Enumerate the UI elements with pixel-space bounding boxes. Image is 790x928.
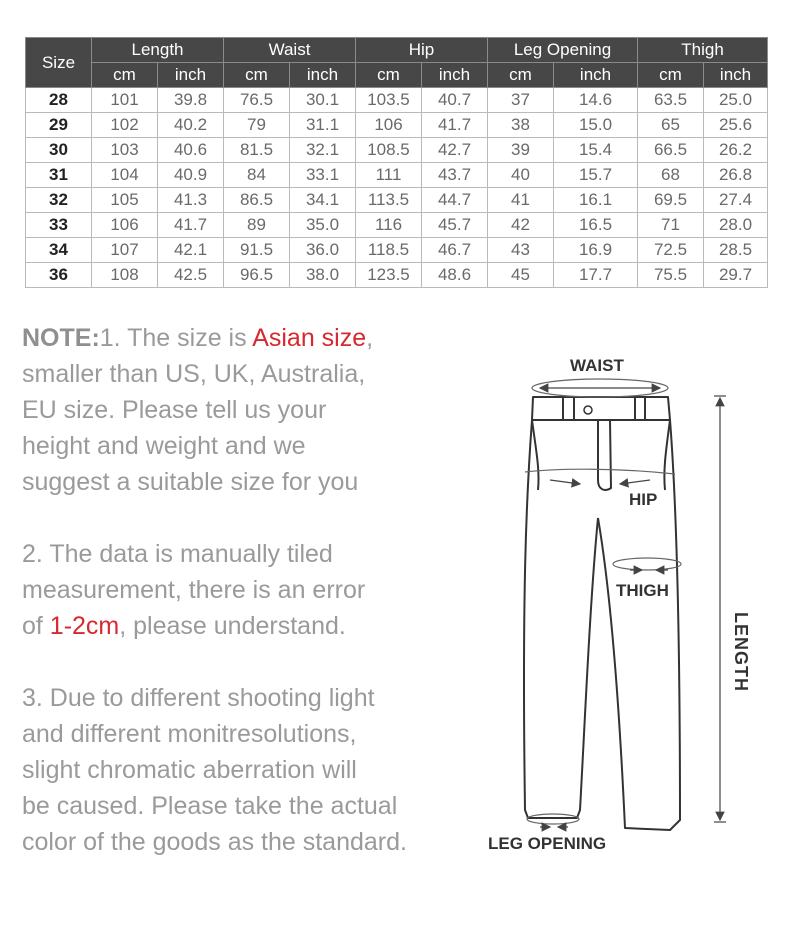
table-row [26, 88, 768, 113]
note-1-text-a: 1. The size is [99, 324, 253, 352]
note-2-line: 2. The data is manually tiled [22, 540, 333, 568]
measurement-cell: 37 [488, 88, 554, 113]
measurement-cell: 26.8 [704, 163, 768, 188]
note-1-line: height and weight and we [22, 432, 306, 460]
length-label: LENGTH [731, 612, 751, 692]
waist-group-header: Waist [224, 38, 356, 63]
measurement-cell: 46.7 [422, 238, 488, 263]
note-2-line: measurement, there is an error [22, 576, 366, 604]
note-3-line: 3. Due to different shooting light [22, 684, 375, 712]
length-group-header: Length [92, 38, 224, 63]
measurement-cell: 33.1 [290, 163, 356, 188]
measurement-cell: 38.0 [290, 263, 356, 288]
measurement-cell: 116 [356, 213, 422, 238]
unit-header: inch [290, 63, 356, 88]
measurement-cell: 15.0 [554, 113, 638, 138]
measurement-cell: 44.7 [422, 188, 488, 213]
measurement-cell: 31.1 [290, 113, 356, 138]
measurement-cell: 63.5 [638, 88, 704, 113]
measurement-cell: 111 [356, 163, 422, 188]
measurement-cell: 29.7 [704, 263, 768, 288]
table-row [26, 163, 768, 188]
measurement-cell: 45.7 [422, 213, 488, 238]
measurement-cell: 42.7 [422, 138, 488, 163]
measurement-cell: 25.6 [704, 113, 768, 138]
measurement-cell: 32.1 [290, 138, 356, 163]
measurement-cell: 45 [488, 263, 554, 288]
note-2 [22, 536, 462, 644]
hip-label: HIP [629, 490, 658, 509]
measurement-cell: 40.2 [158, 113, 224, 138]
measurement-cell: 113.5 [356, 188, 422, 213]
note-3-line: slight chromatic aberration will [22, 756, 357, 784]
measurement-cell: 26.2 [704, 138, 768, 163]
measurement-cell: 14.6 [554, 88, 638, 113]
note-1-text-b: , [366, 324, 374, 352]
measurement-cell: 41.3 [158, 188, 224, 213]
measurement-cell: 25.0 [704, 88, 768, 113]
measurement-cell: 76.5 [224, 88, 290, 113]
measurement-cell: 86.5 [224, 188, 290, 213]
size-column-header: Size [26, 38, 92, 88]
measurement-cell: 28.0 [704, 213, 768, 238]
measurement-cell: 108.5 [356, 138, 422, 163]
measurement-cell: 40.7 [422, 88, 488, 113]
note-3-line: color of the goods as the standard. [22, 828, 407, 856]
size-cell: 30 [26, 138, 92, 163]
measurement-cell: 40.9 [158, 163, 224, 188]
measurement-cell: 96.5 [224, 263, 290, 288]
measurement-cell: 35.0 [290, 213, 356, 238]
unit-header: inch [554, 63, 638, 88]
unit-header-row [26, 63, 768, 88]
measurement-cell: 41.7 [422, 113, 488, 138]
measurement-cell: 39 [488, 138, 554, 163]
measurement-cell: 28.5 [704, 238, 768, 263]
note-3-line: be caused. Please take the actual [22, 792, 398, 820]
measurement-cell: 41 [488, 188, 554, 213]
size-cell: 34 [26, 238, 92, 263]
measurement-cell: 39.8 [158, 88, 224, 113]
note-1-line: suggest a suitable size for you [22, 468, 359, 496]
size-chart-table [25, 37, 768, 288]
measurement-cell: 79 [224, 113, 290, 138]
note-3-line: and different monitresolutions, [22, 720, 357, 748]
measurement-cell: 27.4 [704, 188, 768, 213]
note-2-of: of [22, 612, 50, 640]
measurement-cell: 41.7 [158, 213, 224, 238]
unit-header: inch [158, 63, 224, 88]
measurement-cell: 16.5 [554, 213, 638, 238]
size-cell: 33 [26, 213, 92, 238]
note-1 [22, 320, 462, 500]
measurement-cell: 91.5 [224, 238, 290, 263]
notes-section [22, 320, 462, 896]
unit-header: cm [92, 63, 158, 88]
measurement-cell: 102 [92, 113, 158, 138]
measurement-cell: 40.6 [158, 138, 224, 163]
measurement-cell: 123.5 [356, 263, 422, 288]
measurement-cell: 106 [356, 113, 422, 138]
table-row [26, 238, 768, 263]
hip-group-header: Hip [356, 38, 488, 63]
measurement-cell: 118.5 [356, 238, 422, 263]
measurement-cell: 48.6 [422, 263, 488, 288]
note-3 [22, 680, 462, 860]
measurement-cell: 84 [224, 163, 290, 188]
measurement-cell: 106 [92, 213, 158, 238]
size-cell: 29 [26, 113, 92, 138]
unit-header: cm [356, 63, 422, 88]
measurement-cell: 40 [488, 163, 554, 188]
measurement-cell: 69.5 [638, 188, 704, 213]
measurement-cell: 43.7 [422, 163, 488, 188]
note-1-highlight: Asian size [252, 324, 367, 352]
table-row [26, 113, 768, 138]
measurement-cell: 66.5 [638, 138, 704, 163]
measurement-cell: 16.1 [554, 188, 638, 213]
thigh-label: THIGH [616, 581, 669, 600]
pants-measurement-diagram [470, 340, 770, 870]
measurement-cell: 89 [224, 213, 290, 238]
leg-opening-label: LEG OPENING [488, 834, 607, 853]
unit-header: cm [638, 63, 704, 88]
measurement-cell: 42 [488, 213, 554, 238]
size-cell: 36 [26, 263, 92, 288]
unit-header: cm [224, 63, 290, 88]
measurement-cell: 36.0 [290, 238, 356, 263]
unit-header: inch [422, 63, 488, 88]
measurement-cell: 15.4 [554, 138, 638, 163]
measurement-cell: 108 [92, 263, 158, 288]
measurement-cell: 34.1 [290, 188, 356, 213]
size-cell: 32 [26, 188, 92, 213]
size-cell: 31 [26, 163, 92, 188]
table-row [26, 188, 768, 213]
leg-opening-group-header: Leg Opening [488, 38, 638, 63]
measurement-cell: 75.5 [638, 263, 704, 288]
measurement-cell: 65 [638, 113, 704, 138]
note-1-line: smaller than US, UK, Australia, [22, 360, 366, 388]
measurement-cell: 72.5 [638, 238, 704, 263]
size-table-body [26, 88, 768, 288]
measurement-cell: 107 [92, 238, 158, 263]
measurement-cell: 30.1 [290, 88, 356, 113]
measurement-cell: 103 [92, 138, 158, 163]
table-row [26, 263, 768, 288]
measurement-cell: 42.1 [158, 238, 224, 263]
waist-label: WAIST [570, 356, 624, 375]
note-2-highlight: 1-2cm [49, 612, 120, 640]
measurement-cell: 103.5 [356, 88, 422, 113]
measurement-cell: 42.5 [158, 263, 224, 288]
note-1-line: EU size. Please tell us your [22, 396, 327, 424]
measurement-cell: 68 [638, 163, 704, 188]
measurement-cell: 71 [638, 213, 704, 238]
table-row [26, 213, 768, 238]
note-label: NOTE: [22, 324, 100, 352]
note-2-end: , please understand. [119, 612, 346, 640]
measurement-cell: 104 [92, 163, 158, 188]
measurement-cell: 105 [92, 188, 158, 213]
measurement-cell: 16.9 [554, 238, 638, 263]
measurement-cell: 43 [488, 238, 554, 263]
size-cell: 28 [26, 88, 92, 113]
measurement-cell: 101 [92, 88, 158, 113]
unit-header: cm [488, 63, 554, 88]
thigh-group-header: Thigh [638, 38, 768, 63]
table-row [26, 138, 768, 163]
measurement-cell: 17.7 [554, 263, 638, 288]
measurement-cell: 81.5 [224, 138, 290, 163]
measurement-cell: 15.7 [554, 163, 638, 188]
unit-header: inch [704, 63, 768, 88]
measurement-cell: 38 [488, 113, 554, 138]
pants-outline-icon [470, 340, 770, 870]
group-header-row [26, 38, 768, 63]
